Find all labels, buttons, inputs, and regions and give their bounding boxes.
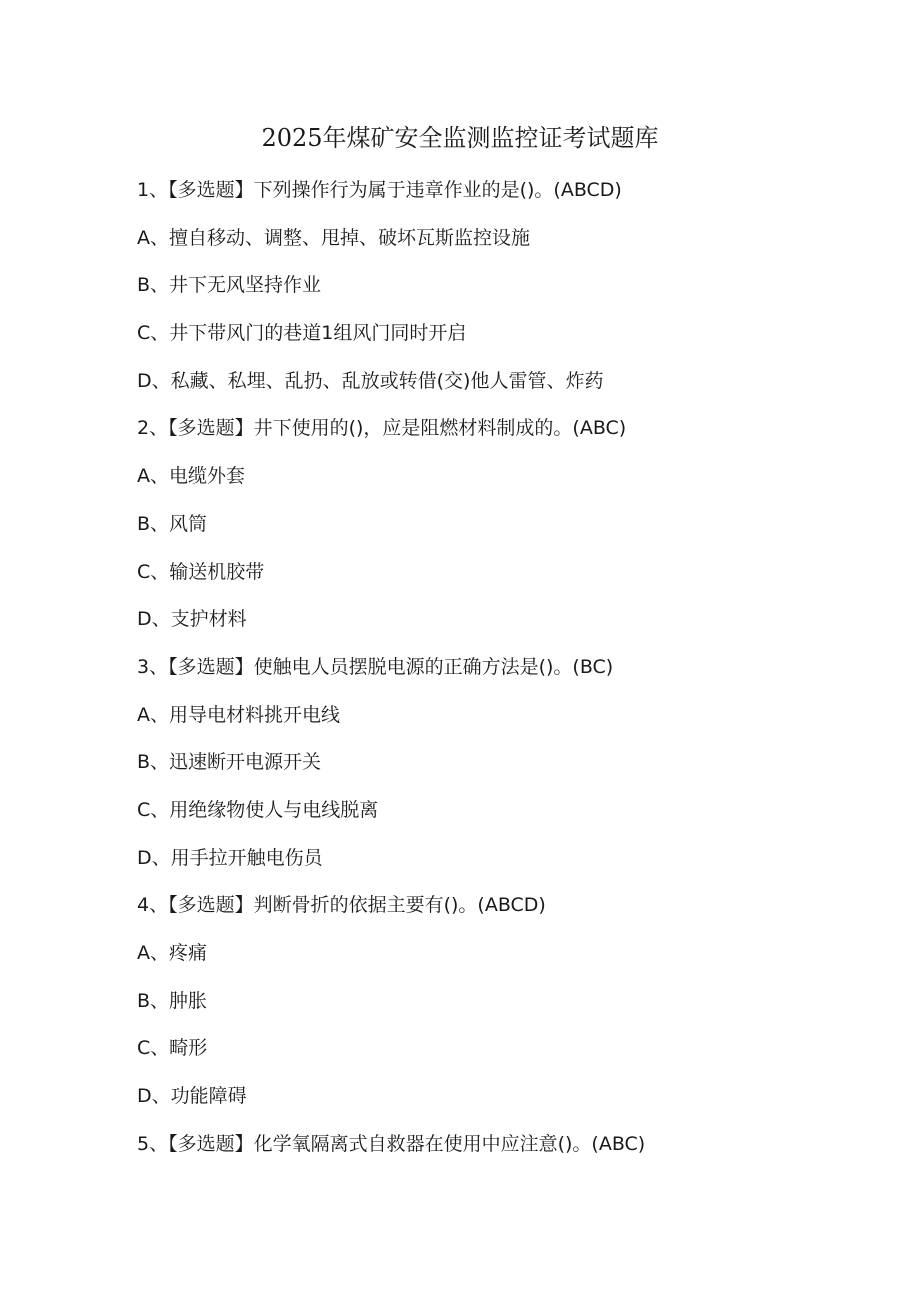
question-stem-5: 5、【多选题】化学氧隔离式自救器在使用中应注意()。(ABC) — [137, 1132, 646, 1155]
question-4-option-a: A、疼痛 — [137, 942, 207, 964]
question-1-option-d: D、私藏、私埋、乱扔、乱放或转借(交)他人雷管、炸药 — [137, 369, 604, 392]
question-3-option-a: A、用导电材料挑开电线 — [137, 703, 340, 726]
question-stem-1: 1、【多选题】下列操作行为属于违章作业的是()。(ABCD) — [137, 179, 622, 201]
question-3-option-b: B、迅速断开电源开关 — [137, 751, 322, 774]
question-2-option-d: D、支护材料 — [137, 608, 247, 631]
question-stem-2: 2、【多选题】井下使用的()，应是阻燃材料制成的。(ABC) — [137, 417, 627, 440]
question-list — [137, 172, 897, 1173]
question-stem-3: 3、【多选题】使触电人员摆脱电源的正确方法是()。(BC) — [137, 655, 614, 678]
document-title: 2025年煤矿安全监测监控证考试题库 — [261, 124, 659, 152]
question-3-option-d: D、用手拉开触电伤员 — [137, 846, 323, 869]
question-4-option-d: D、功能障碍 — [137, 1085, 247, 1108]
question-4-option-b: B、肿胀 — [137, 989, 208, 1012]
question-1-option-a: A、擅自移动、调整、甩掉、破坏瓦斯监控设施 — [137, 226, 530, 249]
question-2-option-c: C、输送机胶带 — [137, 560, 265, 583]
question-1-option-b: B、井下无风坚持作业 — [137, 274, 322, 297]
question-2-option-a: A、电缆外套 — [137, 465, 245, 488]
question-2-option-b: B、风筒 — [137, 512, 208, 535]
question-3-option-c: C、用绝缘物使人与电线脱离 — [137, 798, 379, 821]
question-stem-4: 4、【多选题】判断骨折的依据主要有()。(ABCD) — [137, 894, 546, 917]
question-1-option-c: C、井下带风门的巷道1组风门同时开启 — [137, 322, 467, 345]
question-4-option-c: C、畸形 — [137, 1037, 208, 1060]
